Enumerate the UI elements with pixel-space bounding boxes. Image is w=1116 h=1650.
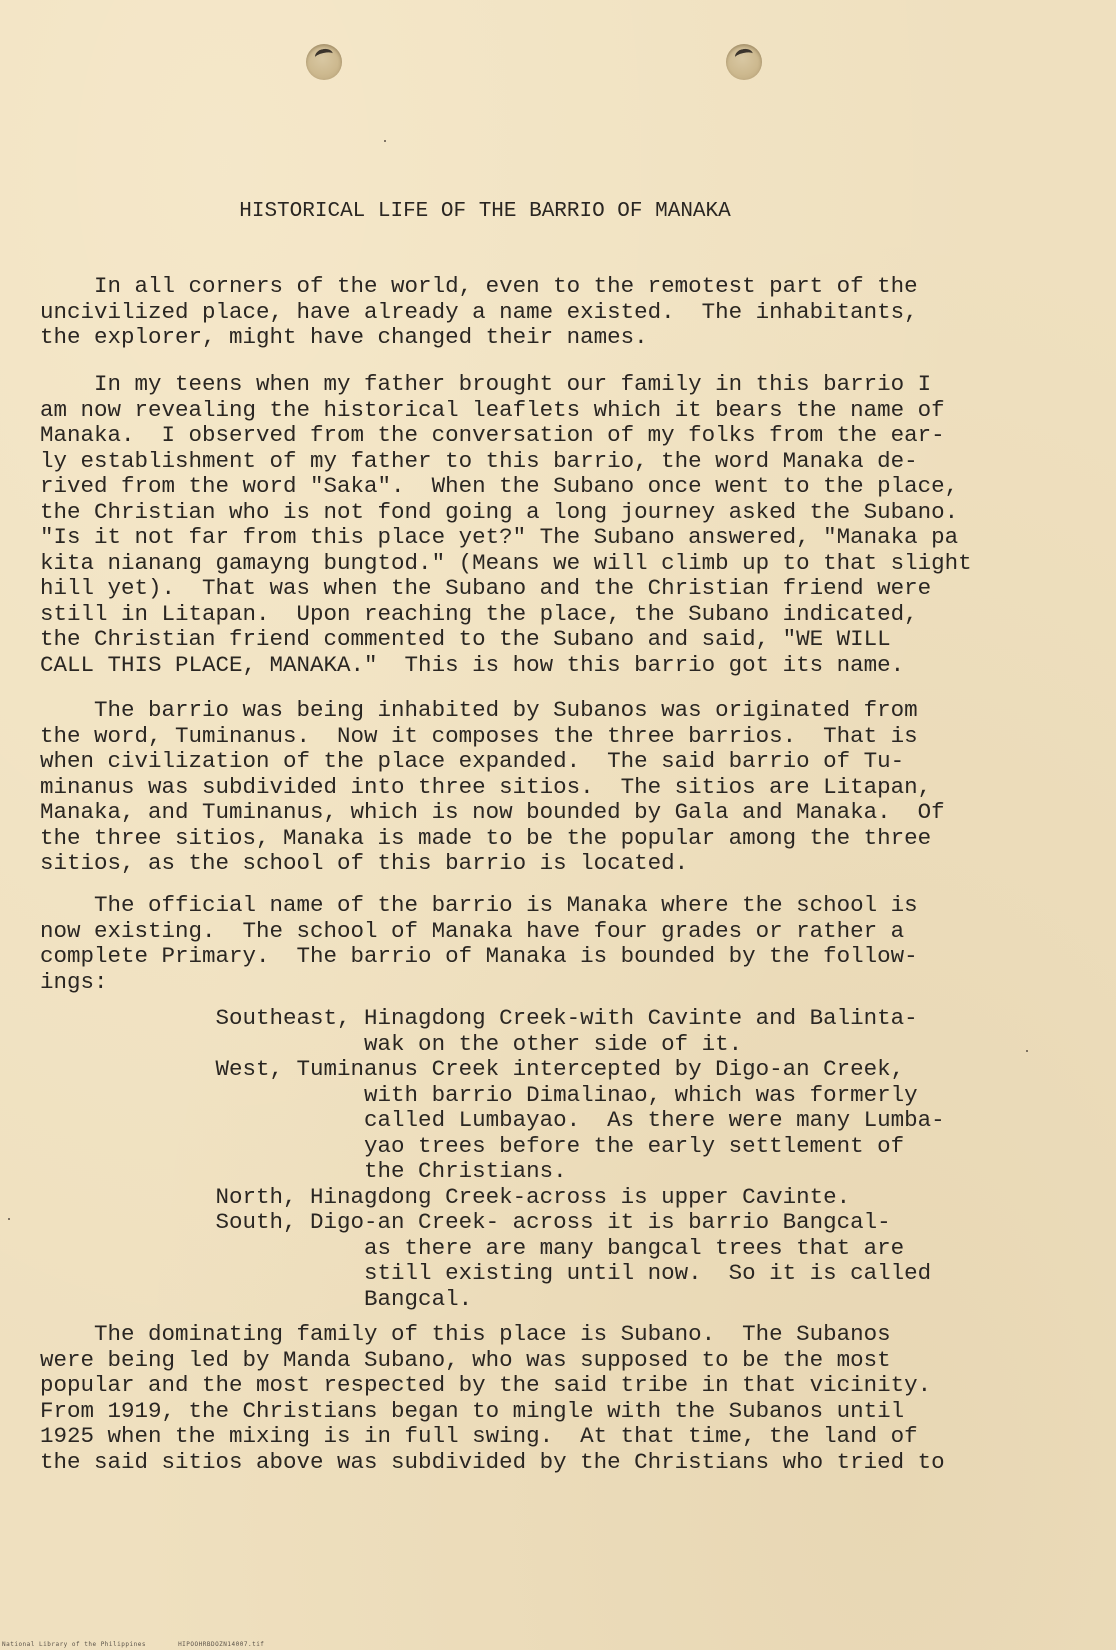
paragraph-4: The official name of the barrio is Manaka where the school is now existing. The school of Manaka have four grades or rather a complete Primary. The barrio of Manaka is bounded by the follow- ings:: [40, 892, 918, 995]
punch-hole-right: [726, 44, 762, 80]
paragraph-3: The barrio was being inhabited by Subanos was originated from the word, Tuminanus. Now it composes the three barrios. That is when civilization of the place expanded. The said barrio of Tu- minanus was subdivided into three sitios. The sitios are Litapan, Manaka, and Tuminanus, which is now bounded by Gala and Manaka. Of the three sitios, Manaka is made to be the popular among the three sitios, as the school of this barrio is located.: [40, 697, 945, 876]
boundaries-list: Southeast, Hinagdong Creek-with Cavinte and Balinta- wak on the other side of it. West, Tuminanus Creek intercepted by Digo-an Creek, with barrio Dimalinao, which was formerly called Lumbayao. As there were many Lumba- yao trees before the early settlement of the Christians. North, Hinagdong Creek-across is upper Cavinte. South, Digo-an Creek- across it is barrio Bangcal- as there are many bangcal trees that are still existing until now. So it is called Bangcal.: [215, 1005, 945, 1312]
paragraph-1: In all corners of the world, even to the remotest part of the uncivilized place, have already a name existed. The inhabitants, the explorer, might have changed their names.: [40, 273, 918, 350]
paragraph-5: The dominating family of this place is Subano. The Subanos were being led by Manda Subano, who was supposed to be the most popular and the most respected by the said tribe in that vicinity. From 1919, the Christians began to mingle with the Subanos until 1925 when the mixing is in full swing. At that time, the land of the said sitios above was subdivided by the Christians who tried to: [40, 1321, 945, 1475]
paragraph-2: In my teens when my father brought our family in this barrio I am now revealing the historical leaflets which it bears the name of Manaka. I observed from the conversation of my folks from the ear- ly establishment of my father to this barrio, the word Manaka de- rived from the word "Saka". When the Subano once went to the place, the Christian who is not fond going a long journey asked the Subano. "Is it not far from this place yet?" The Subano answered, "Manaka pa kita nianang gamayng bungtod." (Means we will climb up to that slight hill yet). That was when the Subano and the Christian friend were still in Litapan. Upon reaching the place, the Subano indicated, the Christian friend commented to the Subano and said, "WE WILL CALL THIS PLACE, MANAKA." This is how this barrio got its name.: [40, 371, 972, 678]
punch-hole-left: [306, 44, 342, 80]
footer-library: National Library of the Philippines: [2, 1641, 146, 1648]
scan-footer: [2, 1641, 292, 1648]
page-title: HISTORICAL LIFE OF THE BARRIO OF MANAKA: [239, 200, 731, 223]
speck: [8, 1218, 10, 1220]
footer-file: HIPOOHRBDOZN14007.tif: [178, 1641, 265, 1648]
speck: [384, 140, 386, 142]
